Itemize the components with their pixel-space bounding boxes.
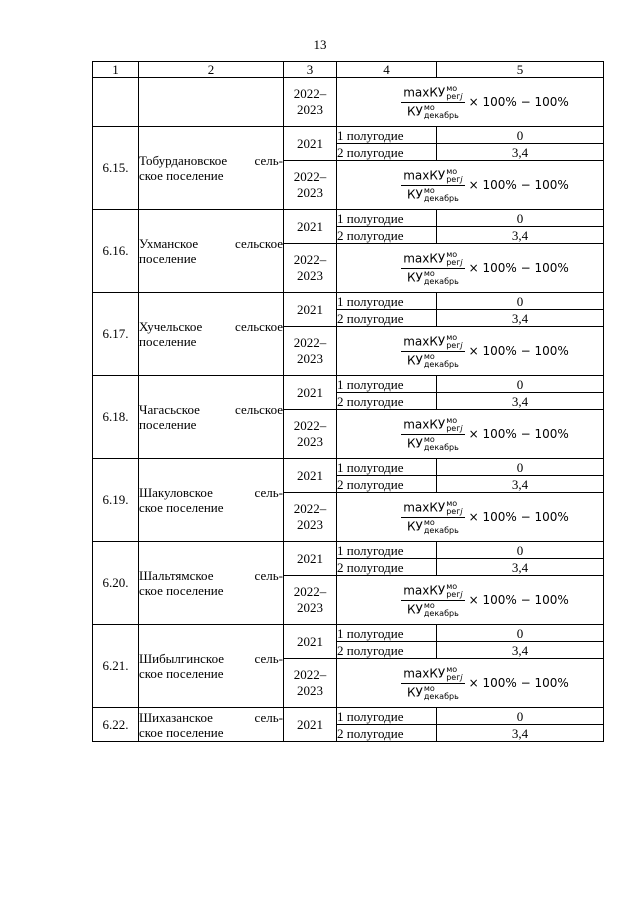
page-number: 13: [313, 37, 327, 52]
formula-denominator: КУ мо декабрь: [407, 185, 459, 203]
formula-fraction: [401, 417, 464, 452]
row-number: 6.19.: [93, 459, 139, 542]
formula-numerator: maxКУ мо регj: [403, 581, 463, 599]
year-cell: 2021: [284, 542, 337, 576]
year-cell: 2021: [284, 708, 337, 742]
formula-tail: × 100% − 100%: [468, 344, 569, 358]
formula-cell: [337, 659, 604, 708]
value-cell: 3,4: [437, 310, 604, 327]
settlement-name-line: Шакуловское сель-: [139, 485, 283, 500]
half-year-label: 1 полугодие: [337, 293, 437, 310]
settlement-name-line: Чагасьское сельское: [139, 402, 283, 417]
settlement-name-line: поселение: [139, 417, 197, 432]
half-year-label: 2 полугодие: [337, 393, 437, 410]
row-number: 6.20.: [93, 542, 139, 625]
formula-fraction: [401, 85, 464, 120]
settlement-name-line: ское поселение: [139, 583, 224, 598]
settlement-name-line: ское поселение: [139, 724, 224, 740]
formula-denominator: КУ мо декабрь: [407, 600, 459, 618]
value-cell: 0: [437, 708, 604, 725]
table-row: [93, 542, 604, 559]
formula-denominator: КУ мо декабрь: [407, 683, 459, 701]
year-cell: 2021: [284, 459, 337, 493]
settlement-name-line: поселение: [139, 334, 197, 349]
formula-fraction: [401, 251, 464, 286]
formula-cell: [337, 161, 604, 210]
year-cell: 2021: [284, 210, 337, 244]
formula-cell: [337, 78, 604, 127]
value-cell: 3,4: [437, 559, 604, 576]
table-row: [93, 78, 604, 127]
formula-fraction: [401, 583, 464, 618]
table-row: [93, 293, 604, 310]
settlement-name: [139, 708, 284, 742]
row-number: 6.18.: [93, 376, 139, 459]
header-cell: 2: [139, 62, 284, 78]
formula-cell: [337, 244, 604, 293]
year-range: 2022– 2023: [293, 501, 327, 532]
settlement-name: [139, 459, 284, 542]
settlement-name-line: Шальтямское сель-: [139, 568, 283, 583]
table-row: [93, 210, 604, 227]
row-number: 6.15.: [93, 127, 139, 210]
value-cell: 0: [437, 625, 604, 642]
formula-tail: × 100% − 100%: [468, 676, 569, 690]
header-cell: 5: [437, 62, 604, 78]
settlement-name: [139, 293, 284, 376]
row-number: 6.21.: [93, 625, 139, 708]
year-cell: 2021: [284, 127, 337, 161]
formula-cell: [337, 576, 604, 625]
year-cell: [284, 161, 337, 210]
formula-numerator: maxКУ мо регj: [403, 249, 463, 267]
formula: [337, 583, 603, 618]
settlement-name-line: ское поселение: [139, 666, 224, 681]
formula-cell: [337, 410, 604, 459]
settlement-name: [139, 127, 284, 210]
formula-tail: × 100% − 100%: [468, 427, 569, 441]
row-number: 6.16.: [93, 210, 139, 293]
tariff-table: [92, 61, 604, 742]
year-range: 2022– 2023: [293, 252, 327, 283]
year-cell: [284, 78, 337, 127]
half-year-label: 2 полугодие: [337, 642, 437, 659]
formula-tail: × 100% − 100%: [468, 261, 569, 275]
table-row: [93, 376, 604, 393]
half-year-label: 1 полугодие: [337, 210, 437, 227]
year-range: 2022– 2023: [293, 667, 327, 698]
formula: [337, 334, 603, 369]
settlement-name-line: ское поселение: [139, 168, 224, 183]
half-year-label: 1 полугодие: [337, 459, 437, 476]
formula-tail: × 100% − 100%: [468, 510, 569, 524]
year-cell: [284, 576, 337, 625]
value-cell: 3,4: [437, 642, 604, 659]
formula-fraction: [401, 666, 464, 701]
value-cell: 0: [437, 542, 604, 559]
settlement-name-line: Тобурдановское сель-: [139, 153, 283, 168]
formula: [337, 251, 603, 286]
formula-denominator: КУ мо декабрь: [407, 351, 459, 369]
settlement-name-line: Ухманское сельское: [139, 236, 283, 251]
formula-tail: × 100% − 100%: [468, 178, 569, 192]
half-year-label: 1 полугодие: [337, 708, 437, 725]
year-range: 2022– 2023: [293, 418, 327, 449]
settlement-name-line: Хучельское сельское: [139, 319, 283, 334]
formula: [337, 85, 603, 120]
settlement-name: [139, 210, 284, 293]
half-year-label: 1 полугодие: [337, 542, 437, 559]
header-cell: 1: [93, 62, 139, 78]
year-cell: [284, 244, 337, 293]
value-cell: 3,4: [437, 227, 604, 244]
value-cell: 0: [437, 127, 604, 144]
formula-numerator: maxКУ мо регj: [403, 332, 463, 350]
formula-denominator: КУ мо декабрь: [407, 517, 459, 535]
year-range: 2022– 2023: [293, 86, 327, 117]
value-cell: 0: [437, 210, 604, 227]
value-cell: 3,4: [437, 144, 604, 161]
settlement-name-line: Шихазанское сель-: [139, 709, 283, 725]
formula-numerator: maxКУ мо регj: [403, 83, 463, 101]
half-year-label: 2 полугодие: [337, 725, 437, 742]
year-cell: 2021: [284, 625, 337, 659]
formula-numerator: maxКУ мо регj: [403, 498, 463, 516]
half-year-label: 2 полугодие: [337, 310, 437, 327]
settlement-name: [139, 542, 284, 625]
row-number: 6.22.: [93, 708, 139, 742]
header-cell: 4: [337, 62, 437, 78]
settlement-name-line: ское поселение: [139, 500, 224, 515]
year-cell: 2021: [284, 293, 337, 327]
year-cell: [284, 659, 337, 708]
settlement-name: [139, 625, 284, 708]
value-cell: 0: [437, 459, 604, 476]
settlement-name: [139, 376, 284, 459]
formula-tail: × 100% − 100%: [468, 95, 569, 109]
header-cell: 3: [284, 62, 337, 78]
formula-denominator: КУ мо декабрь: [407, 102, 459, 120]
settlement-name-line: Шибылгинское сель-: [139, 651, 283, 666]
half-year-label: 2 полугодие: [337, 476, 437, 493]
value-cell: 0: [437, 376, 604, 393]
formula: [337, 666, 603, 701]
formula-fraction: [401, 334, 464, 369]
value-cell: 3,4: [437, 393, 604, 410]
formula-cell: [337, 493, 604, 542]
table-row: [93, 127, 604, 144]
value-cell: 0: [437, 293, 604, 310]
year-cell: [284, 327, 337, 376]
value-cell: 3,4: [437, 476, 604, 493]
half-year-label: 1 полугодие: [337, 625, 437, 642]
year-range: 2022– 2023: [293, 169, 327, 200]
half-year-label: 2 полугодие: [337, 559, 437, 576]
formula: [337, 500, 603, 535]
half-year-label: 2 полугодие: [337, 144, 437, 161]
year-cell: [284, 493, 337, 542]
formula: [337, 417, 603, 452]
value-cell: 3,4: [437, 725, 604, 742]
half-year-label: 1 полугодие: [337, 376, 437, 393]
half-year-label: 2 полугодие: [337, 227, 437, 244]
formula-numerator: maxКУ мо регj: [403, 166, 463, 184]
table-row: [93, 459, 604, 476]
formula-denominator: КУ мо декабрь: [407, 434, 459, 452]
formula-tail: × 100% − 100%: [468, 593, 569, 607]
header-row: [93, 62, 604, 78]
table-row: [93, 625, 604, 642]
year-range: 2022– 2023: [293, 335, 327, 366]
formula-numerator: maxКУ мо регj: [403, 664, 463, 682]
formula-numerator: maxКУ мо регj: [403, 415, 463, 433]
half-year-label: 1 полугодие: [337, 127, 437, 144]
row-number: 6.17.: [93, 293, 139, 376]
settlement-name-line: поселение: [139, 251, 197, 266]
table-row: [93, 708, 604, 725]
formula-cell: [337, 327, 604, 376]
year-cell: [284, 410, 337, 459]
formula-fraction: [401, 500, 464, 535]
year-range: 2022– 2023: [293, 584, 327, 615]
formula-denominator: КУ мо декабрь: [407, 268, 459, 286]
year-cell: 2021: [284, 376, 337, 410]
formula-fraction: [401, 168, 464, 203]
formula: [337, 168, 603, 203]
